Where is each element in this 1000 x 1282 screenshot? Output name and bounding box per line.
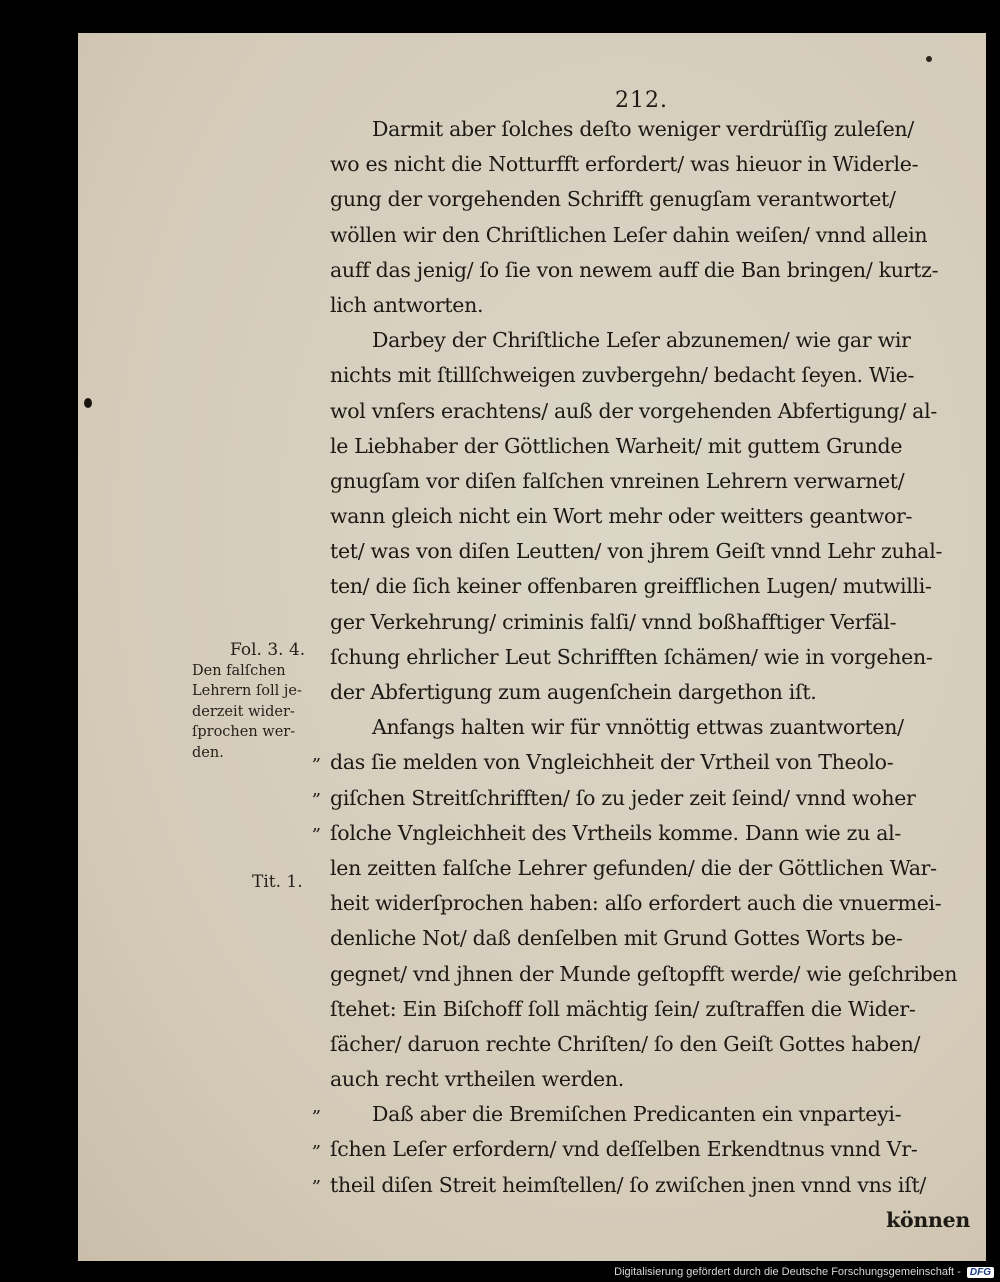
margin-note-line: derzeit wider- (192, 703, 295, 720)
text-line: le Liebhaber der Göttlichen Warheit/ mit guttem Grunde (330, 433, 903, 458)
margin-note (192, 640, 322, 763)
text-line: wann gleich nicht ein Wort mehr oder weitters geantwor- (330, 504, 913, 529)
text-line: len zeitten falſche Lehrer gefunden/ die der Göttlichen War- (330, 855, 937, 880)
text-line: theil diſen Streit heimſtellen/ ſo zwiſchen jnen vnnd vns iſt/ (330, 1172, 927, 1197)
dfg-logo: DFG (967, 1267, 994, 1278)
quotation-gutter-mark: „ (312, 1130, 322, 1152)
margin-note-reference: Fol. 3. 4. (230, 640, 306, 660)
text-line: lich antworten. (330, 292, 484, 317)
footer-text: Digitalisierung gefördert durch die Deutsche Forschungsgemeinschaft - (614, 1266, 961, 1278)
text-line: ſchen Leſer erfordern/ vnd deſſelben Erkendtnus vnnd Vr- (330, 1137, 918, 1162)
text-line: gegnet/ vnd jhnen der Munde geſtopfft werde/ wie geſchriben (330, 961, 958, 986)
text-line: wo es nicht die Notturfft erfordert/ was hieuor in Widerle- (330, 152, 919, 177)
text-line: denliche Not/ daß denſelben mit Grund Gottes Worts be- (330, 926, 903, 951)
margin-bible-reference: Tit. 1. (252, 872, 303, 892)
text-line: ſtehet: Ein Biſchoff ſoll mächtig ſein/ zuſtraffen die Wider- (330, 996, 916, 1021)
footer-credit (614, 1266, 994, 1278)
text-line: ger Verkehrung/ criminis falſi/ vnnd boßhafftiger Verfäl- (330, 609, 897, 634)
catchword: können (886, 1207, 970, 1232)
text-line: ſchung ehrlicher Leut Schrifften ſchämen/ wie in vorgehen- (330, 644, 933, 669)
text-line: auch recht vrtheilen werden. (330, 1067, 624, 1092)
ink-spot (84, 398, 92, 408)
quotation-gutter-mark: „ (312, 1166, 322, 1187)
page-corner-mark (926, 56, 932, 62)
text-line: Darbey der Chriſtliche Leſer abzunemen/ wie gar wir (372, 328, 911, 353)
text-line: tet/ was von diſen Leutten/ von jhrem Geiſt vnnd Lehr zuhal- (330, 539, 943, 564)
text-line: Anfangs halten wir für vnnöttig ettwas zuantworten/ (372, 715, 904, 740)
text-line: das ſie melden von Vngleichheit der Vrtheil von Theolo- (330, 750, 894, 775)
text-line: gnugſam vor diſen falſchen vnreinen Lehrern verwarnet/ (330, 468, 905, 493)
text-line: heit widerſprochen haben: alſo erfordert auch die vnuermei- (330, 891, 942, 916)
text-line: nichts mit ſtillſchweigen zuvbergehn/ bedacht ſeyen. Wie- (330, 363, 915, 388)
text-line: giſchen Streitſchrifften/ ſo zu jeder zeit ſeind/ vnnd woher (330, 785, 916, 810)
quotation-gutter-mark: „ (312, 778, 322, 800)
page-number: 212. (615, 88, 668, 113)
text-line: wol vnſers erachtens/ auß der vorgehenden Abfertigung/ al- (330, 398, 937, 423)
margin-note-line: Den falſchen (192, 662, 286, 679)
text-line: ſächer/ daruon rechte Chriſten/ ſo den Geiſt Gottes haben/ (330, 1031, 921, 1056)
text-line: ſolche Vngleichheit des Vrtheils komme. Dann wie zu al- (330, 820, 902, 845)
text-line: ten/ die ſich keiner offenbaren greifflichen Lugen/ mutwilli- (330, 574, 932, 599)
text-line: gung der vorgehenden Schrifft genugſam verantwortet/ (330, 187, 896, 212)
main-text-block (330, 112, 970, 1238)
quotation-gutter-mark: „ (312, 743, 322, 765)
margin-note-line: den. (192, 744, 224, 761)
quotation-gutter-mark: „ (312, 1095, 322, 1117)
text-line: Daß aber die Bremiſchen Predicanten ein vnparteyi- (372, 1102, 902, 1127)
quotation-gutter-mark: „ (312, 814, 322, 835)
text-line: wöllen wir den Chriſtlichen Leſer dahin weiſen/ vnnd allein (330, 222, 928, 247)
margin-note-line: ſprochen wer- (192, 724, 296, 740)
text-line: der Abfertigung zum augenſchein dargethon iſt. (330, 680, 817, 704)
margin-note-line: Lehrern ſoll je- (192, 683, 302, 699)
text-line: auff das jenig/ ſo ſie von newem auff die Ban bringen/ kurtz- (330, 257, 939, 282)
text-line: Darmit aber ſolches deſto weniger verdrüſſig zuleſen/ (372, 117, 914, 141)
